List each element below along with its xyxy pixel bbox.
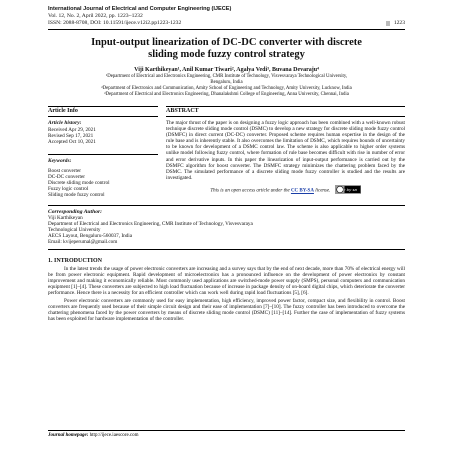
affiliation-1-city: Bengaluru, India [210,80,243,85]
keywords-heading: Keywords: [48,157,72,164]
keyword-item: Boost converter [48,167,81,174]
affiliation-2: ²Department of Electronics and Communication, Amity School of Engineering and Technology, Amity University, Lucknow, India [101,86,352,91]
keywords-list [48,168,158,199]
page-number: 1223 [393,20,405,26]
corresponding-line: Viji Karthikeyan [48,214,83,221]
footer-label: Journal homepage: [48,433,89,438]
license-suffix: license. [315,188,331,194]
history-item: Accepted Oct 10, 2021 [48,139,96,146]
license-line [166,185,405,196]
page-number-group [386,20,405,27]
journal-header [48,6,405,27]
header-divider [48,29,405,30]
corresponding-line: Technological University [48,227,101,234]
introduction-heading: 1. INTRODUCTION [48,257,103,264]
journal-name: International Journal of Electrical and Computer Engineering (IJECE) [48,6,232,12]
issn-line: ISSN: 2088-8708, DOI: 10.11591/ijece.v12i2.pp1223-1232 [48,20,182,26]
keyword-item: Sliding mode fuzzy control [48,192,105,199]
cc-by-sa-badge-icon[interactable] [335,185,361,196]
abstract-section [166,106,405,199]
page-footer [48,433,405,438]
footer-url[interactable]: http://ijece.iaescore.com [89,433,139,438]
keyword-item: Fuzzy logic control [48,186,89,193]
corresponding-email[interactable]: Email: kvijeperumal@gmail.com [48,239,118,246]
volume-line: Vol. 12, No. 2, April 2022, pp. 1223~1232 [48,13,143,19]
corresponding-line: AECS Layout, Bengaluru-560037, India [48,233,132,240]
info-abstract-block [48,106,405,199]
history-heading: Article history: [48,120,82,126]
corresponding-heading: Corresponding Author: [48,208,103,215]
license-link[interactable]: CC BY-SA [290,188,314,194]
footer-homepage [48,433,139,438]
section-divider [48,249,405,250]
keyword-item: Discrete sliding mode control [48,180,110,187]
article-info [48,106,158,199]
paper-title: Input-output linearization of DC-DC converter with discrete sliding mode fuzzy control strategy [91,37,362,60]
history-item: Received Apr 29, 2021 [48,127,96,133]
history-item: Revised Sep 17, 2021 [48,133,94,140]
affiliation-3: ³Department of Electrical and Electronics Engineering, Dhanalakshmi College of Engineering, Anna University, Chennai, India [104,92,349,97]
keyword-item: DC-DC converter [48,173,86,180]
license-text: This is an open access article under the [210,188,290,194]
corresponding-details [48,215,405,246]
history-list [48,127,158,146]
corresponding-line: Department of Electrical and Electronics Engineering, CMR Institute of Technology, Visvesvaraya [48,220,253,227]
affiliation-1: ¹Department of Electrical and Electronics Engineering, CMR Institute of Technology, Visvesvaraya Technological University, [105,74,348,79]
intro-paragraph: In the latest trends the usage of power electronic converters are increasing and a survey says that by the end of next decade, more than 70% of electrical energy will be from power electronic equipment. Rapid development of microelectronics has a pronounced influence on the development of power electronics by constant improvement and making it economically reliable. Most commonly used applications are switched-mode power supply (SMPS), personal computers and communication equipment [1]–[4]. These converters are subjected to high load fluctuation because of increase in package density of on-board digital chips, which deteriorate the converter performance. Hence there is a necessity for an efficient controller which can work well during rapid load fluctuations [5], [6]. [48,265,405,297]
section-divider [48,205,405,206]
article-info-heading: Article Info [48,106,158,117]
paper-authors: Viji Karthikeyan¹, Anil Kumar Tiwari², Agalya Vedi³, Buvana Devaraju⁴ [134,67,319,73]
intro-paragraph: Power electronic converters are commonly used for easy implementation, high efficiency, improved power factor, compact size, and flexibility in control. Boost converters are frequently used because of their simple circuit design and their ease of implementation [7]–[10]. The fuzzy controller has been introduced to overcome the chattering phenomena faced by the power converters by means of discrete sliding mode control (DSMC) [11]–[14]. Further the case of implementation of fuzzy systems has been exploited for hardware implementation of the controller. [48,298,405,323]
footer-divider [48,430,405,431]
info-divider [48,154,158,155]
page-marker-icon [386,21,390,26]
svg-text:cc by sa: cc by sa [340,187,357,193]
abstract-heading: ABSTRACT [166,106,405,117]
abstract-text: The major thrust of the paper is on designing a fuzzy logic approach has been combined with a well-known robust technique discrete sliding mode control (DSMC) to develop a new strategy for discrete sliding mode fuzzy control (DSMFC) in direct current (DC-DC) converter. Proposed scheme requires human expertise in the design of the rule base and is inherently stable. It also overcomes the limitation of DSMC, which requires bounds of uncertainty to be known for development of a DSMC control law. The scheme is also applicable to higher order systems unlike model following fuzzy control, where formation of rule base becomes difficult with rise in number of error and error derivative inputs. In this paper the linearization of input-output performance is carried out by the DSMFC algorithm for boost converter. The DSMFC strategy minimizes the chattering problem faced by the DSMC. The simulated performance of a discrete sliding mode fuzzy controller is studied and the results are investigated. [166,120,405,181]
